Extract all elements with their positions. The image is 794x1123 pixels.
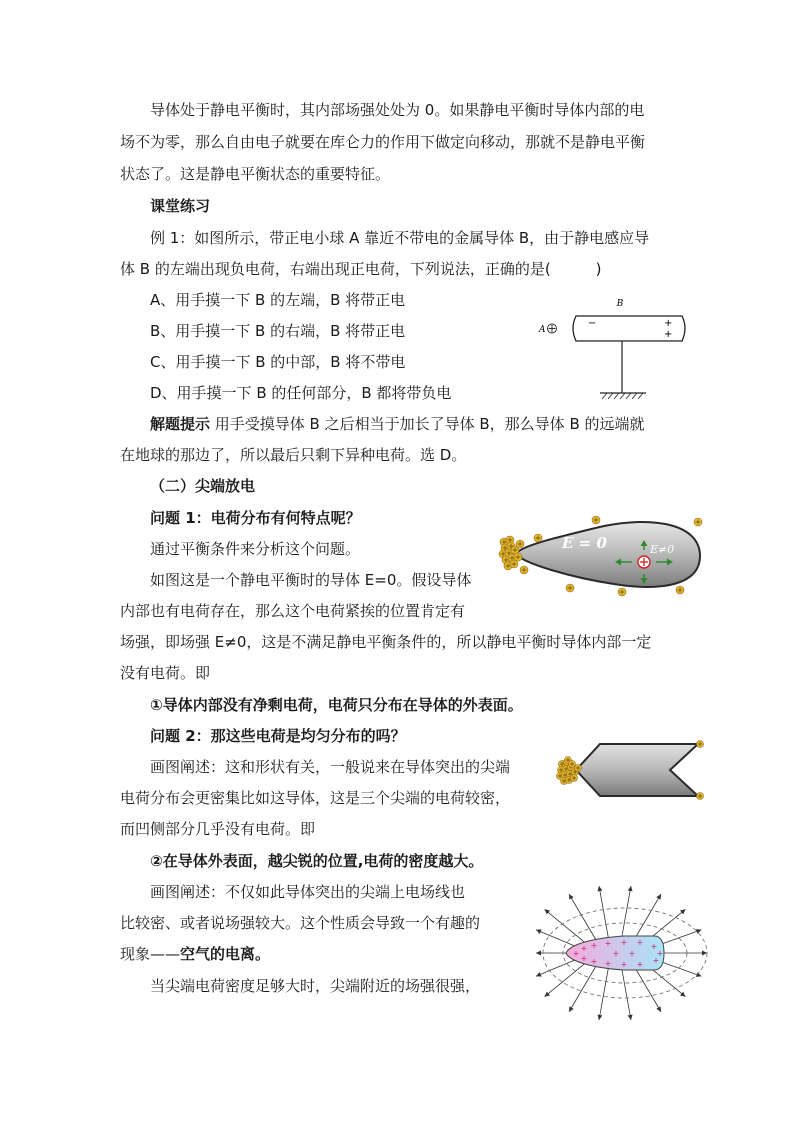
charged-ball-a	[548, 324, 557, 333]
field-line	[545, 963, 586, 997]
plus-mark: +	[604, 959, 612, 968]
ground-base	[600, 393, 646, 399]
surface-charge	[566, 584, 574, 592]
question-1: 问题 1：电荷分布有何特点呢？	[150, 509, 361, 527]
plus-mark: +	[652, 956, 660, 965]
intro-line-1: 导体处于静电平衡时，其内部场强处处为 0。如果静电平衡时导体内部的电	[150, 101, 645, 119]
field-line-arrowhead	[597, 886, 602, 891]
figure-label-a: A	[539, 325, 546, 335]
surface-charge	[514, 553, 522, 561]
para-4-line-3	[120, 944, 270, 964]
plus-mark: +	[636, 938, 644, 947]
plus-charge-top: +	[664, 318, 673, 329]
air-ionization-phrase: 空气的电离。	[180, 945, 271, 963]
label-e-nonzero: E≠0	[650, 543, 675, 556]
para-4-line-3-start: 现象——	[120, 945, 181, 963]
para-3-line-1: 画图阐述：这和形状有关，一般说来在导体突出的尖端	[150, 758, 511, 776]
option-c: C、用手摸一下 B 的中部，B 将不带电	[150, 353, 406, 371]
surface-charge	[592, 516, 600, 524]
tip-charge	[697, 793, 704, 800]
section-heading: （二）尖端放电	[150, 477, 256, 495]
tip-charge	[571, 775, 578, 782]
plus-mark: +	[628, 949, 636, 958]
para-3-line-3: 而凹侧部分几乎没有电荷。即	[120, 820, 316, 838]
conclusion-2: ②在导体外表面，越尖锐的位置,电荷的密度越大。	[150, 852, 484, 870]
field-line-arrowhead	[680, 992, 685, 997]
plus-mark: +	[590, 941, 598, 950]
option-b: B、用手摸一下 B 的右端，B 将带正电	[150, 322, 406, 340]
para-2-line-3: 场强，即场强 E≠0，这是不满足静电平衡条件的，所以静电平衡时导体内部一定	[120, 633, 652, 651]
practice-heading: 课堂练习	[150, 197, 211, 215]
para-4-line-1: 画图阐述：不仅如此导体突出的尖端上电场线也	[150, 883, 466, 901]
arrow-conductor-body	[576, 744, 698, 796]
field-line-arrowhead	[680, 909, 685, 914]
para-2-line-1: 如图这是一个静电平衡时的导体 E=0。假设导体	[150, 571, 472, 589]
surface-charge	[516, 540, 524, 548]
tip-charge	[569, 761, 576, 768]
para-4-line-2: 比较密、或者说场强较大。这个性质会导致一个有趣的	[120, 914, 481, 932]
question-line-1: 例 1：如图所示，带正电小球 A 靠近不带电的金属导体 B，由于静电感应导	[150, 229, 650, 247]
plus-mark: +	[620, 960, 628, 969]
plus-mark: +	[590, 957, 598, 966]
para-2-line-2: 内部也有电荷存在，那么这个电荷紧挨的位置肯定有	[120, 602, 466, 620]
surface-charge	[510, 560, 518, 568]
hint-text-1: 用手受摸导体 B 之后相当于加长了导体 B，那么导体 B 的远端就	[210, 415, 645, 433]
hint-line-1	[150, 414, 645, 434]
teardrop-conductor-figure	[494, 512, 710, 598]
field-line-arrowhead	[628, 886, 633, 891]
field-line	[545, 909, 586, 943]
field-line-arrowhead	[545, 992, 550, 997]
conductor-b-figure	[536, 294, 696, 404]
para-1: 通过平衡条件来分析这个问题。	[150, 540, 361, 558]
plus-mark: +	[580, 944, 588, 953]
plus-mark: +	[620, 938, 628, 947]
hint-line-2: 在地球的那边了，所以最后只剩下异种电荷。选 D。	[120, 446, 467, 464]
field-line-arrowhead	[628, 1015, 633, 1020]
surface-charge	[676, 586, 684, 594]
hint-label: 解题提示	[150, 415, 211, 433]
field-line	[599, 886, 608, 938]
plus-mark: +	[656, 949, 664, 958]
figure-label-b: B	[616, 299, 624, 309]
field-lines-figure	[532, 882, 718, 1024]
plus-mark: +	[636, 960, 644, 969]
para-3-line-2: 电荷分布会更密集比如这导体，这是三个尖端的电荷较密，	[120, 789, 511, 807]
tip-charge	[697, 741, 704, 748]
plus-mark: +	[612, 949, 620, 958]
conclusion-1: ①导体内部没有净剩电荷，电荷只分布在导体的外表面。	[150, 696, 523, 714]
plus-mark: +	[650, 942, 658, 951]
surface-charge	[618, 588, 626, 596]
arrow-conductor-figure	[552, 734, 708, 804]
test-charge	[638, 556, 650, 568]
intro-line-2: 场不为零，那么自由电子就要在库仑力的作用下做定向移动，那就不是静电平衡	[120, 133, 646, 151]
para-2-line-4: 没有电荷。即	[120, 664, 211, 682]
field-line	[622, 968, 631, 1020]
tip-charge	[575, 765, 582, 772]
field-line-arrowhead	[597, 1015, 602, 1020]
plus-mark: +	[580, 954, 588, 963]
field-line-arrowhead	[536, 951, 541, 956]
minus-charge: −	[588, 318, 597, 329]
field-line	[622, 886, 631, 938]
question-2: 问题 2：那这些电荷是均匀分布的吗？	[150, 727, 406, 745]
para-5: 当尖端电荷密度足够大时，尖端附近的场强很强，	[150, 977, 481, 995]
question-line-2: 体 B 的左端出现负电荷，右端出现正电荷，下列说法，正确的是( )	[120, 260, 602, 278]
surface-charge	[534, 534, 542, 542]
field-line-arrowhead	[702, 951, 707, 956]
plus-mark: +	[604, 939, 612, 948]
surface-charge	[694, 518, 702, 526]
field-line	[599, 968, 608, 1020]
plus-mark: +	[572, 949, 580, 958]
option-a: A、用手摸一下 B 的左端，B 将带正电	[150, 291, 406, 309]
plus-charge-bottom: +	[664, 329, 673, 340]
intro-line-3: 状态了。这是静电平衡状态的重要特征。	[120, 165, 391, 183]
option-d: D、用手摸一下 B 的任何部分，B 都将带负电	[150, 384, 452, 402]
surface-charge	[520, 566, 528, 574]
field-line-arrowhead	[545, 909, 550, 914]
label-e-zero: E = 0	[562, 534, 607, 552]
